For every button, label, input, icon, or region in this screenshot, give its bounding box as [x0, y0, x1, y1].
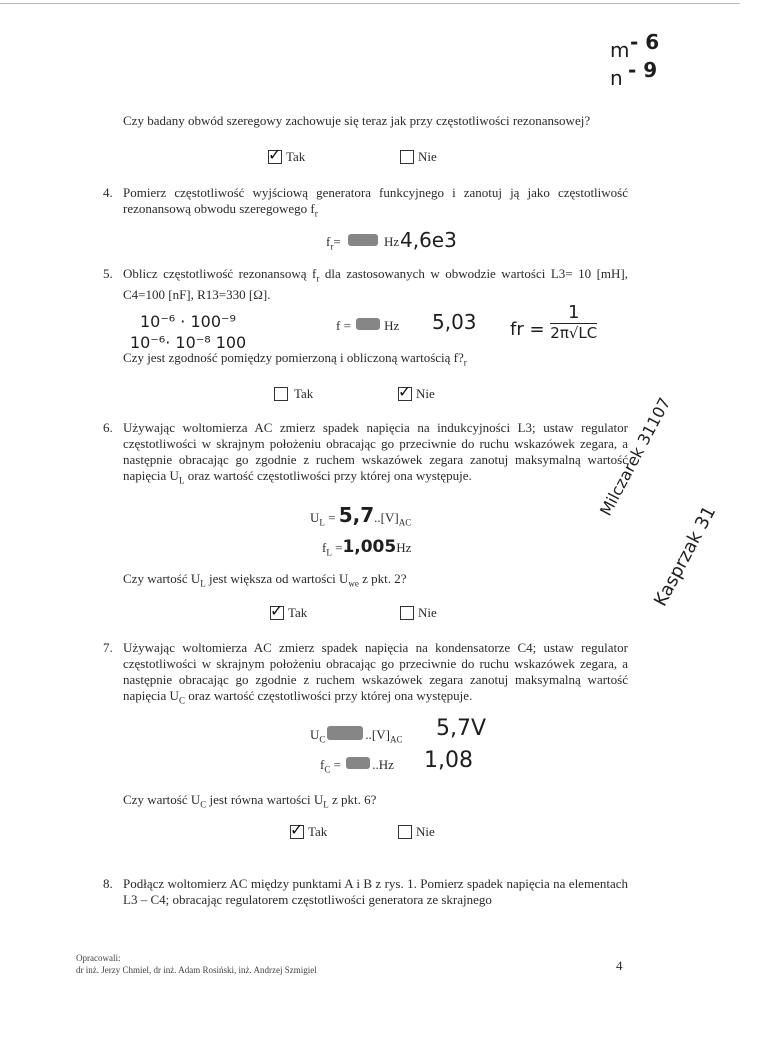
q5-question — [123, 350, 628, 371]
q5-text-sub: r — [316, 273, 320, 284]
q7-text-sub: C — [178, 695, 185, 706]
q7-uc-label: U — [310, 727, 320, 742]
q7-checkbox-yes[interactable] — [290, 825, 304, 839]
q4-formula-f: f — [326, 234, 331, 249]
q5-text-main: Oblicz częstotliwość rezonansową f — [123, 266, 317, 281]
footer-line1: Opracowali: — [76, 953, 121, 963]
q6-question-sub: L — [200, 578, 206, 589]
q6-label-yes: Tak — [288, 605, 308, 620]
q6-fl-line — [322, 537, 411, 558]
q6-ul-unit: ..[V] — [374, 510, 399, 525]
q7-question-main: Czy wartość U — [123, 792, 201, 807]
q7-text-main: Używając woltomierza AC zmierz spadek napięcia na kondensatorze C4; ustaw regulator częstotliwości w skrajnym położeniu obracając go przeciwnie do ruchu wskazówek zegara, a następnie obracając go zgodnie z ruchem wskazówek zegara zanotuj maksymalną wartość napięcia U — [123, 640, 628, 703]
footer-line2: dr inż. Jerzy Chmiel, dr inż. Adam Rosiński, inż. Andrzej Szmigiel — [76, 965, 317, 975]
q7-uc-sub: C — [319, 734, 326, 745]
q5-hand-den: 2π√LC — [550, 324, 598, 342]
q6-text-main: Używając woltomierza AC zmierz spadek napięcia na indukcyjności L3; ustaw regulator częstotliwości w skrajnym położeniu obracając go przeciwnie do ruchu wskazówek zegara, a następnie obracając go zgodnie z ruchem wskazówek zegara zanotuj maksymalną wartość napięcia U — [123, 420, 628, 483]
q5-hand-result: 5,03 — [432, 310, 477, 334]
q5-formula-unit: Hz — [384, 318, 400, 333]
q7-uc-line — [310, 723, 402, 745]
q4-text-sub: r — [314, 208, 318, 219]
q4-formula-sub: r — [330, 241, 334, 252]
q5-question-main: Czy jest zgodność pomiędzy pomierzoną i obliczoną wartością f? — [123, 350, 464, 365]
margin-m: m — [610, 38, 630, 62]
q3-label-yes: Tak — [286, 149, 306, 164]
q5-hand-num: 1 — [550, 302, 597, 324]
q6-question-end: z pkt. 2? — [362, 571, 407, 586]
q6-label-no: Nie — [418, 605, 437, 620]
q7-number: 7. — [103, 640, 113, 655]
q7-question-sub2: L — [323, 799, 329, 810]
page-number: 4 — [616, 958, 623, 973]
q6-ul-value: 5,7 — [338, 503, 375, 527]
q5-checkbox-yes[interactable] — [274, 387, 288, 401]
q5-formula — [336, 316, 399, 334]
q6-ul-label: U — [310, 510, 320, 525]
q7-fc-scribble — [344, 757, 372, 771]
q4-number: 4. — [103, 185, 113, 200]
q4-scribble — [344, 234, 384, 248]
q5-text — [123, 266, 628, 303]
q6-side-note-1: Milczarek 31107 — [596, 394, 675, 519]
q6-fl-label: f — [322, 540, 327, 555]
q6-text — [123, 420, 628, 489]
q7-fc-hand: 1,08 — [424, 748, 473, 773]
q7-checkbox-no[interactable] — [398, 825, 412, 839]
q7-question-sub: C — [200, 799, 207, 810]
q7-uc-scribble — [325, 726, 365, 742]
q6-ul-unit-sub: AC — [398, 517, 412, 528]
q4-formula — [326, 232, 399, 252]
q4-formula-unit: Hz — [383, 234, 400, 249]
q5-hand-calc-1: 10⁻⁶ · 100⁻⁹ — [140, 312, 236, 331]
q7-fc-unit: ..Hz — [372, 757, 394, 772]
q6-ul-line — [310, 503, 411, 528]
q6-ul-sub: L — [319, 517, 325, 528]
q6-ul-eq: = — [324, 510, 339, 525]
q7-uc-unit: ..[V] — [365, 727, 390, 742]
q5-hand-calc-2: 10⁻⁶· 10⁻⁸ 100 — [130, 333, 247, 352]
margin-n: n — [610, 66, 623, 90]
margin-n-value: - 9 — [628, 58, 658, 82]
q7-uc-hand: 5,7V — [436, 716, 487, 741]
q5-formula-f: f = — [336, 318, 351, 333]
q5-question-sub: r — [463, 357, 467, 368]
q5-number: 5. — [103, 266, 113, 281]
q4-text — [123, 185, 628, 222]
q3-checkbox-yes[interactable] — [268, 150, 282, 164]
q8-number: 8. — [103, 876, 113, 891]
q5-scribble — [354, 318, 384, 332]
q6-fl-value: 1,005 — [342, 537, 397, 557]
q6-fl-eq: = — [331, 540, 343, 555]
q7-label-yes: Tak — [308, 824, 328, 839]
q6-number: 6. — [103, 420, 113, 435]
q6-fl-unit: Hz — [396, 540, 412, 555]
q5-hand-formula-left: fr = — [510, 319, 545, 340]
q7-fc-eq: = — [330, 757, 345, 772]
q5-checkbox-no[interactable] — [398, 387, 412, 401]
q3-question: Czy badany obwód szeregowy zachowuje się teraz jak przy częstotliwości rezonansowej? — [123, 113, 591, 128]
q7-text-after: oraz wartość częstotliwości przy której ona występuje. — [188, 688, 473, 703]
q7-uc-unit-sub: AC — [389, 734, 403, 745]
q6-text-after: oraz wartość częstotliwości przy której ona występuje. — [187, 468, 472, 483]
q7-fc-sub: C — [324, 764, 331, 775]
q6-text-sub: L — [178, 475, 185, 486]
q6-question-main: Czy wartość U — [123, 571, 201, 586]
q8-text: Podłącz woltomierz AC między punktami A i B z rys. 1. Pomierz spadek napięcia na elementach L3 – C4; obracając regulatorem częstotliwości generatora ze skrajnego — [123, 876, 628, 907]
q7-question-after: jest równa wartości U — [209, 792, 324, 807]
q4-hand-answer: 4,6e3 — [400, 228, 457, 252]
q7-question-end: z pkt. 6? — [332, 792, 377, 807]
q7-fc-line — [320, 755, 394, 775]
q7-fc-label: f — [320, 757, 325, 772]
q6-question-sub2: we — [348, 578, 359, 589]
top-rule — [0, 3, 740, 4]
margin-m-value: - 6 — [630, 30, 660, 54]
q7-question — [123, 792, 628, 813]
q4-formula-eq: = — [333, 234, 344, 249]
q5-hand-formula — [510, 302, 598, 350]
footer-authors — [76, 952, 317, 976]
q4-text-main: Pomierz częstotliwość wyjściową generatora funkcyjnego i zanotuj ją jako częstotliwość rezonansową obwodu szeregowego f — [123, 185, 628, 216]
q5-text-after: dla zastosowanych w obwodzie wartości L3= 10 [mH], C4=100 [nF], R13=330 [Ω]. — [123, 266, 629, 302]
q5-hand-fraction — [550, 302, 597, 342]
q3-checkbox-no[interactable] — [400, 150, 414, 164]
q6-fl-sub: L — [326, 547, 332, 558]
q3-label-no: Nie — [418, 149, 437, 164]
q6-checkbox-yes[interactable] — [270, 606, 284, 620]
q5-label-no: Nie — [416, 386, 435, 401]
q6-question — [123, 571, 628, 592]
q6-side-note-2: Kasprzak 31 — [650, 502, 721, 610]
q7-label-no: Nie — [416, 824, 435, 839]
q6-checkbox-no[interactable] — [400, 606, 414, 620]
q5-label-yes: Tak — [294, 386, 314, 401]
q7-text — [123, 640, 628, 709]
q6-question-after: jest większa od wartości U — [209, 571, 349, 586]
